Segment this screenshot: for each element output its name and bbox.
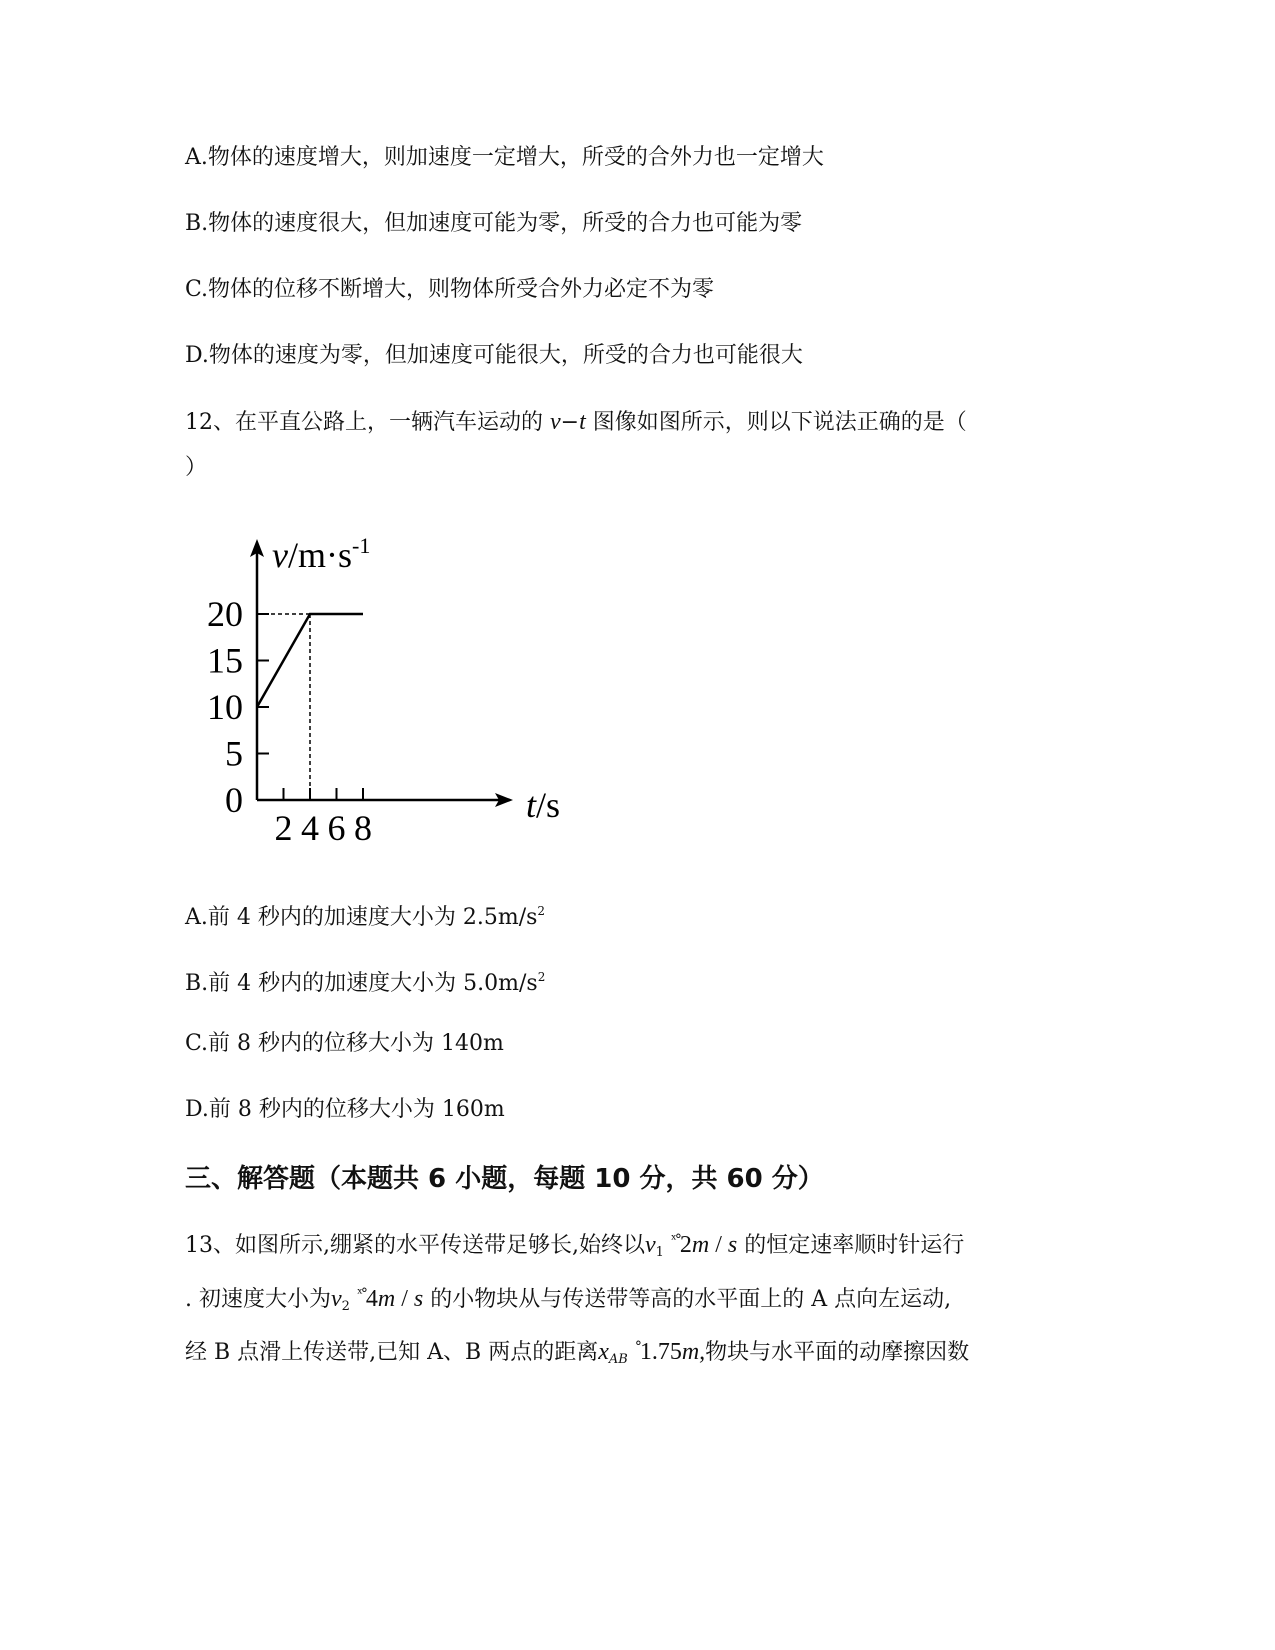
- vt-chart: [190, 525, 590, 865]
- x-axis-label: [526, 785, 560, 825]
- q13-l1-b: 的恒定速率顺时针运行: [744, 1233, 965, 1258]
- q11-option-a: A.物体的速度增大，则加速度一定增大，所受的合外力也一定增大: [185, 145, 824, 170]
- q13-l1-glyph: ˣ°: [670, 1232, 680, 1248]
- q13-l1-slash: /: [709, 1232, 728, 1258]
- q13-line-1: [185, 1225, 964, 1268]
- y-tick-label: 20: [207, 594, 243, 634]
- q13-l3-unit: m,: [681, 1339, 706, 1365]
- q13-l1-unit-s: s: [727, 1232, 738, 1258]
- y-axis-label-exp: -1: [352, 533, 371, 558]
- q13-line-2: [185, 1279, 951, 1322]
- section-heading: 三、解答题（本题共 6 小题，每题 10 分，共 60 分）: [185, 1164, 824, 1194]
- q13-l1-sub: 1: [655, 1245, 664, 1260]
- y-axis-label: [272, 533, 370, 575]
- y-axis-label-var: v: [272, 535, 288, 575]
- q13-l2-glyph: ˣ°: [356, 1286, 366, 1302]
- q12-option-a-text: A.前 4 秒内的加速度大小为 2.5m/s: [185, 905, 538, 930]
- q12-option-d: D.前 8 秒内的位移大小为 160m: [185, 1097, 505, 1122]
- q12-stem-after: 图像如图所示，则以下说法正确的是（: [592, 410, 967, 435]
- q12-option-b-text: B.前 4 秒内的加速度大小为 5.0m/s: [185, 971, 538, 996]
- q12-stem-close: ）: [185, 455, 208, 480]
- q12-stem: [185, 407, 967, 438]
- q13-l2-unit-s: s: [413, 1286, 424, 1312]
- q13-line-3: [185, 1332, 969, 1375]
- q13-l3-b: 物块与水平面的动摩擦因数: [705, 1340, 970, 1365]
- x-tick-label: 8: [354, 808, 372, 848]
- y-tick-label: 10: [207, 687, 243, 727]
- y-tick-label: 0: [225, 780, 243, 820]
- q11-option-c: C.物体的位移不断增大，则物体所受合外力必定不为零: [185, 277, 715, 302]
- q13-l3-glyph: °: [634, 1339, 640, 1355]
- q11-option-d: D.物体的速度为零，但加速度可能很大，所受的合力也可能很大: [185, 343, 803, 368]
- x-axis-label-var: t: [526, 785, 537, 825]
- q12-stem-t: t: [579, 409, 586, 435]
- q12-option-a: [185, 896, 545, 933]
- q13-l1-v: v: [644, 1232, 656, 1258]
- q13-l2-v: v: [331, 1286, 342, 1312]
- q12-option-a-sup: 2: [537, 904, 546, 918]
- q13-l1-a: 13、如图所示,绷紧的水平传送带足够长,始终以: [185, 1233, 645, 1258]
- x-axis-label-unit: /s: [536, 785, 561, 825]
- q13-l2-unit-m: m: [377, 1286, 396, 1312]
- y-tick-label: 15: [207, 640, 243, 681]
- q13-l3-sub: AB: [608, 1352, 628, 1367]
- q12-stem-v: v: [550, 409, 561, 435]
- q12-option-b: [185, 962, 545, 999]
- q13-l3-a: 经 B 点滑上传送带,已知 A、B 两点的距离: [185, 1340, 599, 1365]
- q12-option-c: C.前 8 秒内的位移大小为 140m: [185, 1031, 504, 1056]
- q13-l2-val: 4: [365, 1286, 378, 1312]
- q13-l2-a: . 初速度大小为: [185, 1287, 331, 1312]
- y-axis-label-unit: /m·s: [287, 535, 352, 575]
- x-tick-label: 2: [274, 808, 293, 848]
- x-tick-label: 6: [327, 808, 346, 848]
- q13-l3-val: 1.75: [639, 1339, 682, 1365]
- q13-l2-slash: /: [395, 1286, 414, 1312]
- q13-l2-sub: 2: [341, 1299, 350, 1314]
- q12-stem-dash: −: [560, 410, 580, 435]
- q12-stem-before: 12、在平直公路上，一辆汽车运动的: [185, 410, 543, 435]
- x-tick-label: 4: [301, 808, 319, 848]
- q13-l1-val: 2: [679, 1232, 692, 1258]
- q13-l2-b: 的小物块从与传送带等高的水平面上的 A 点向左运动,: [430, 1287, 952, 1312]
- y-tick-label: 5: [225, 733, 243, 774]
- q12-option-b-sup: 2: [537, 970, 546, 984]
- q13-l3-x: x: [598, 1339, 609, 1365]
- q11-option-b: B.物体的速度很大，但加速度可能为零，所受的合力也可能为零: [185, 211, 803, 236]
- q13-l1-unit-m: m: [691, 1232, 710, 1258]
